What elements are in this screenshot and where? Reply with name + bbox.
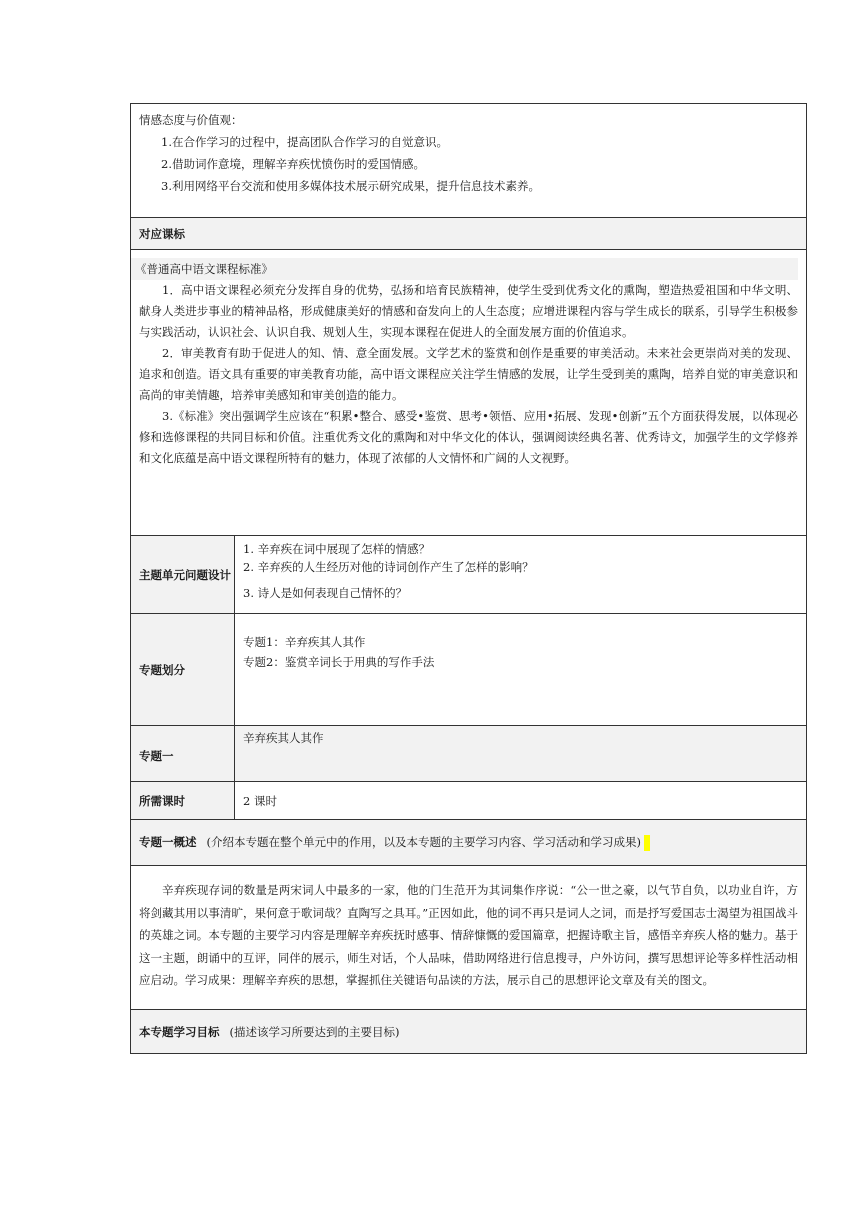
topics-division-label: 专题划分 — [131, 614, 235, 726]
standards-paragraph: 1．高中语文课程必须充分发挥自身的优势，弘扬和培育民族精神，使学生受到优秀文化的熏陶，塑造热爱祖国和中华文明、献身人类进步事业的精神品格，形成健康美好的情感和奋发向上的人生态度；应增进课程内容与学生成长的联系，引导学生积极参与实践活动，认识社会、认识自我、规划人生，实现本课程在促进人的全面发展方面的价值追求。 — [139, 283, 798, 339]
standards-book-title: 《普通高中语文课程标准》 — [131, 258, 798, 280]
goals-label: 本专题学习目标 — [139, 1024, 220, 1039]
standards-header-row — [131, 218, 807, 250]
emotion-item: 1.在合作学习的过程中，提高团队合作学习的自觉意识。 — [161, 135, 448, 149]
theme-questions-label: 主题单元问题设计 — [131, 536, 235, 614]
theme-question-item: 2. 辛弃疾的人生经历对他的诗词创作产生了怎样的影响？ — [243, 560, 534, 574]
overview-label: 专题一概述 — [139, 835, 197, 850]
standards-paragraph: 2．审美教育有助于促进人的知、情、意全面发展。文学艺术的鉴赏和创作是重要的审美活动。未来社会更崇尚对美的发现、追求和创造。语文具有重要的审美教育功能，高中语文课程应关注学生情感的发展，让学生受到美的熏陶，培养自觉的审美意识和高尚的审美情趣，培养审美感知和审美创造的能力。 — [139, 346, 798, 402]
overview-note: (介绍本专题在整个单元中的作用，以及本专题的主要学习内容、学习活动和学习成果) — [206, 835, 641, 850]
theme-questions-row — [131, 536, 807, 614]
standards-header: 对应课标 — [131, 218, 807, 250]
topic-one-row — [131, 726, 807, 782]
overview-header-row — [131, 820, 807, 866]
topic-one-label: 专题一 — [131, 726, 235, 782]
standards-row — [131, 250, 807, 536]
topics-division-row — [131, 614, 807, 726]
hours-row — [131, 782, 807, 820]
highlight-marker — [644, 835, 650, 851]
lesson-plan-table — [130, 103, 807, 1054]
topic-item: 专题1：辛弃疾其人其作 — [243, 635, 366, 649]
emotion-row — [131, 104, 807, 218]
emotion-item: 3.利用网络平台交流和使用多媒体技术展示研究成果，提升信息技术素养。 — [161, 179, 540, 193]
emotion-title: 情感态度与价值观： — [139, 113, 243, 127]
theme-question-item: 1. 辛弃疾在词中展现了怎样的情感？ — [243, 542, 431, 556]
overview-text: 辛弃疾现存词的数量是两宋词人中最多的一家，他的门生范开为其词集作序说：“公一世之豪，以气节自负，以功业自许，方将剑藏其用以事清旷，果何意于歌词哉？直陶写之具耳。”正因如此，他的词不再只是词人之词，而是抒写爱国志士渴望为祖国战斗的英雄之词。本专题的主要学习内容是理解辛弃疾抚时感事、情辞慷慨的爱国篇章，把握诗歌主旨，感悟辛弃疾人格的魅力。基于这一主题，朗诵中的互评，同伴的展示，师生对话，个人品味，借助网络进行信息搜寻，户外访问，撰写思想评论等多样性活动相应启动。学习成果：理解辛弃疾的思想，掌握抓住关键语句品读的方法，展示自己的思想评论文章及有关的图文。 — [139, 883, 798, 987]
theme-question-item: 3. 诗人是如何表现自己情怀的？ — [243, 586, 408, 600]
goals-note: (描述该学习所要达到的主要目标) — [229, 1024, 400, 1039]
goals-row — [131, 1010, 807, 1054]
hours-value: 2 课时 — [235, 782, 807, 820]
emotion-item: 2.借助词作意境，理解辛弃疾忧愤伤时的爱国情感。 — [161, 157, 425, 171]
overview-row — [131, 866, 807, 1010]
topic-one-value: 辛弃疾其人其作 — [235, 726, 807, 782]
topic-item: 专题2：鉴赏辛词长于用典的写作手法 — [243, 655, 435, 669]
hours-label: 所需课时 — [131, 782, 235, 820]
standards-paragraph: 3.《标准》突出强调学生应该在“积累•整合、感受•鉴赏、思考•领悟、应用•拓展、发现•创新”五个方面获得发展，以体现必修和选修课程的共同目标和价值。注重优秀文化的熏陶和对中华文化的体认，强调阅读经典名著、优秀诗文，加强学生的文学修养和文化底蕴是高中语文课程所特有的魅力，体现了浓郁的人文情怀和广阔的人文视野。 — [139, 409, 798, 465]
